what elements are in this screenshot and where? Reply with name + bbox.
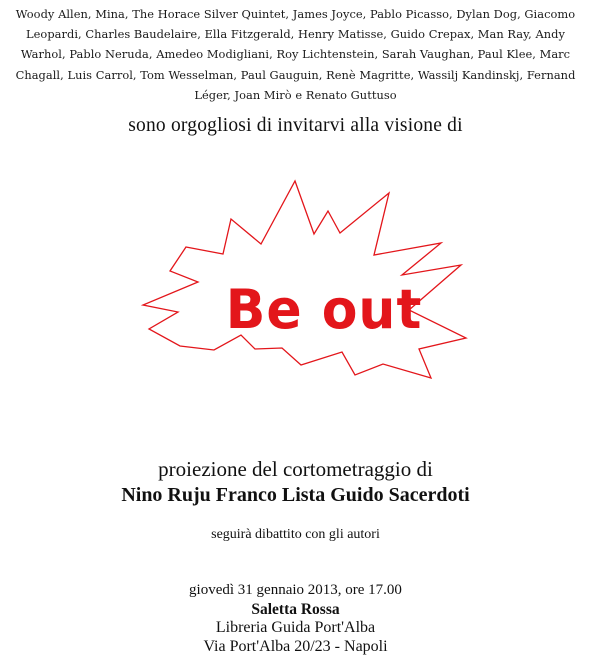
debate-line: seguirà dibattito con gli autori xyxy=(211,527,380,542)
bookshop-name: Libreria Guida Port'Alba xyxy=(215,619,376,636)
projection-line: proiezione del cortometraggio di xyxy=(158,457,433,481)
film-title: Be out xyxy=(225,278,423,342)
invitation-line: sono orgogliosi di invitarvi alla visione di xyxy=(128,115,463,136)
event-date: giovedì 31 gennaio 2013, ore 17.00 xyxy=(189,582,402,598)
venue-address: Via Port'Alba 20/23 - Napoli xyxy=(203,638,388,655)
artist-names-list: Woody Allen, Mina, The Horace Silver Quintet, James Joyce, Pablo Picasso, Dylan Dog, Giacomo Leopardi, Charles Baudelaire, Ella Fitzgerald, Henry Matisse, Guido Crepax, Man Ray, Andy Warhol, Pablo Neruda, Amedeo Modigliani, Roy Lichtenstein, Sarah Vaughan, Paul Klee, Marc Chagall, Luis Carrol, Tom Wesselman, Paul Gauguin, Renè Magritte, Wassilj Kandinskj, Fernand Léger, Joan Mirò e Renato Guttuso xyxy=(15,7,576,102)
venue-name: Saletta Rossa xyxy=(251,601,340,618)
directors-line: Nino Ruju Franco Lista Guido Sacerdoti xyxy=(121,484,470,506)
